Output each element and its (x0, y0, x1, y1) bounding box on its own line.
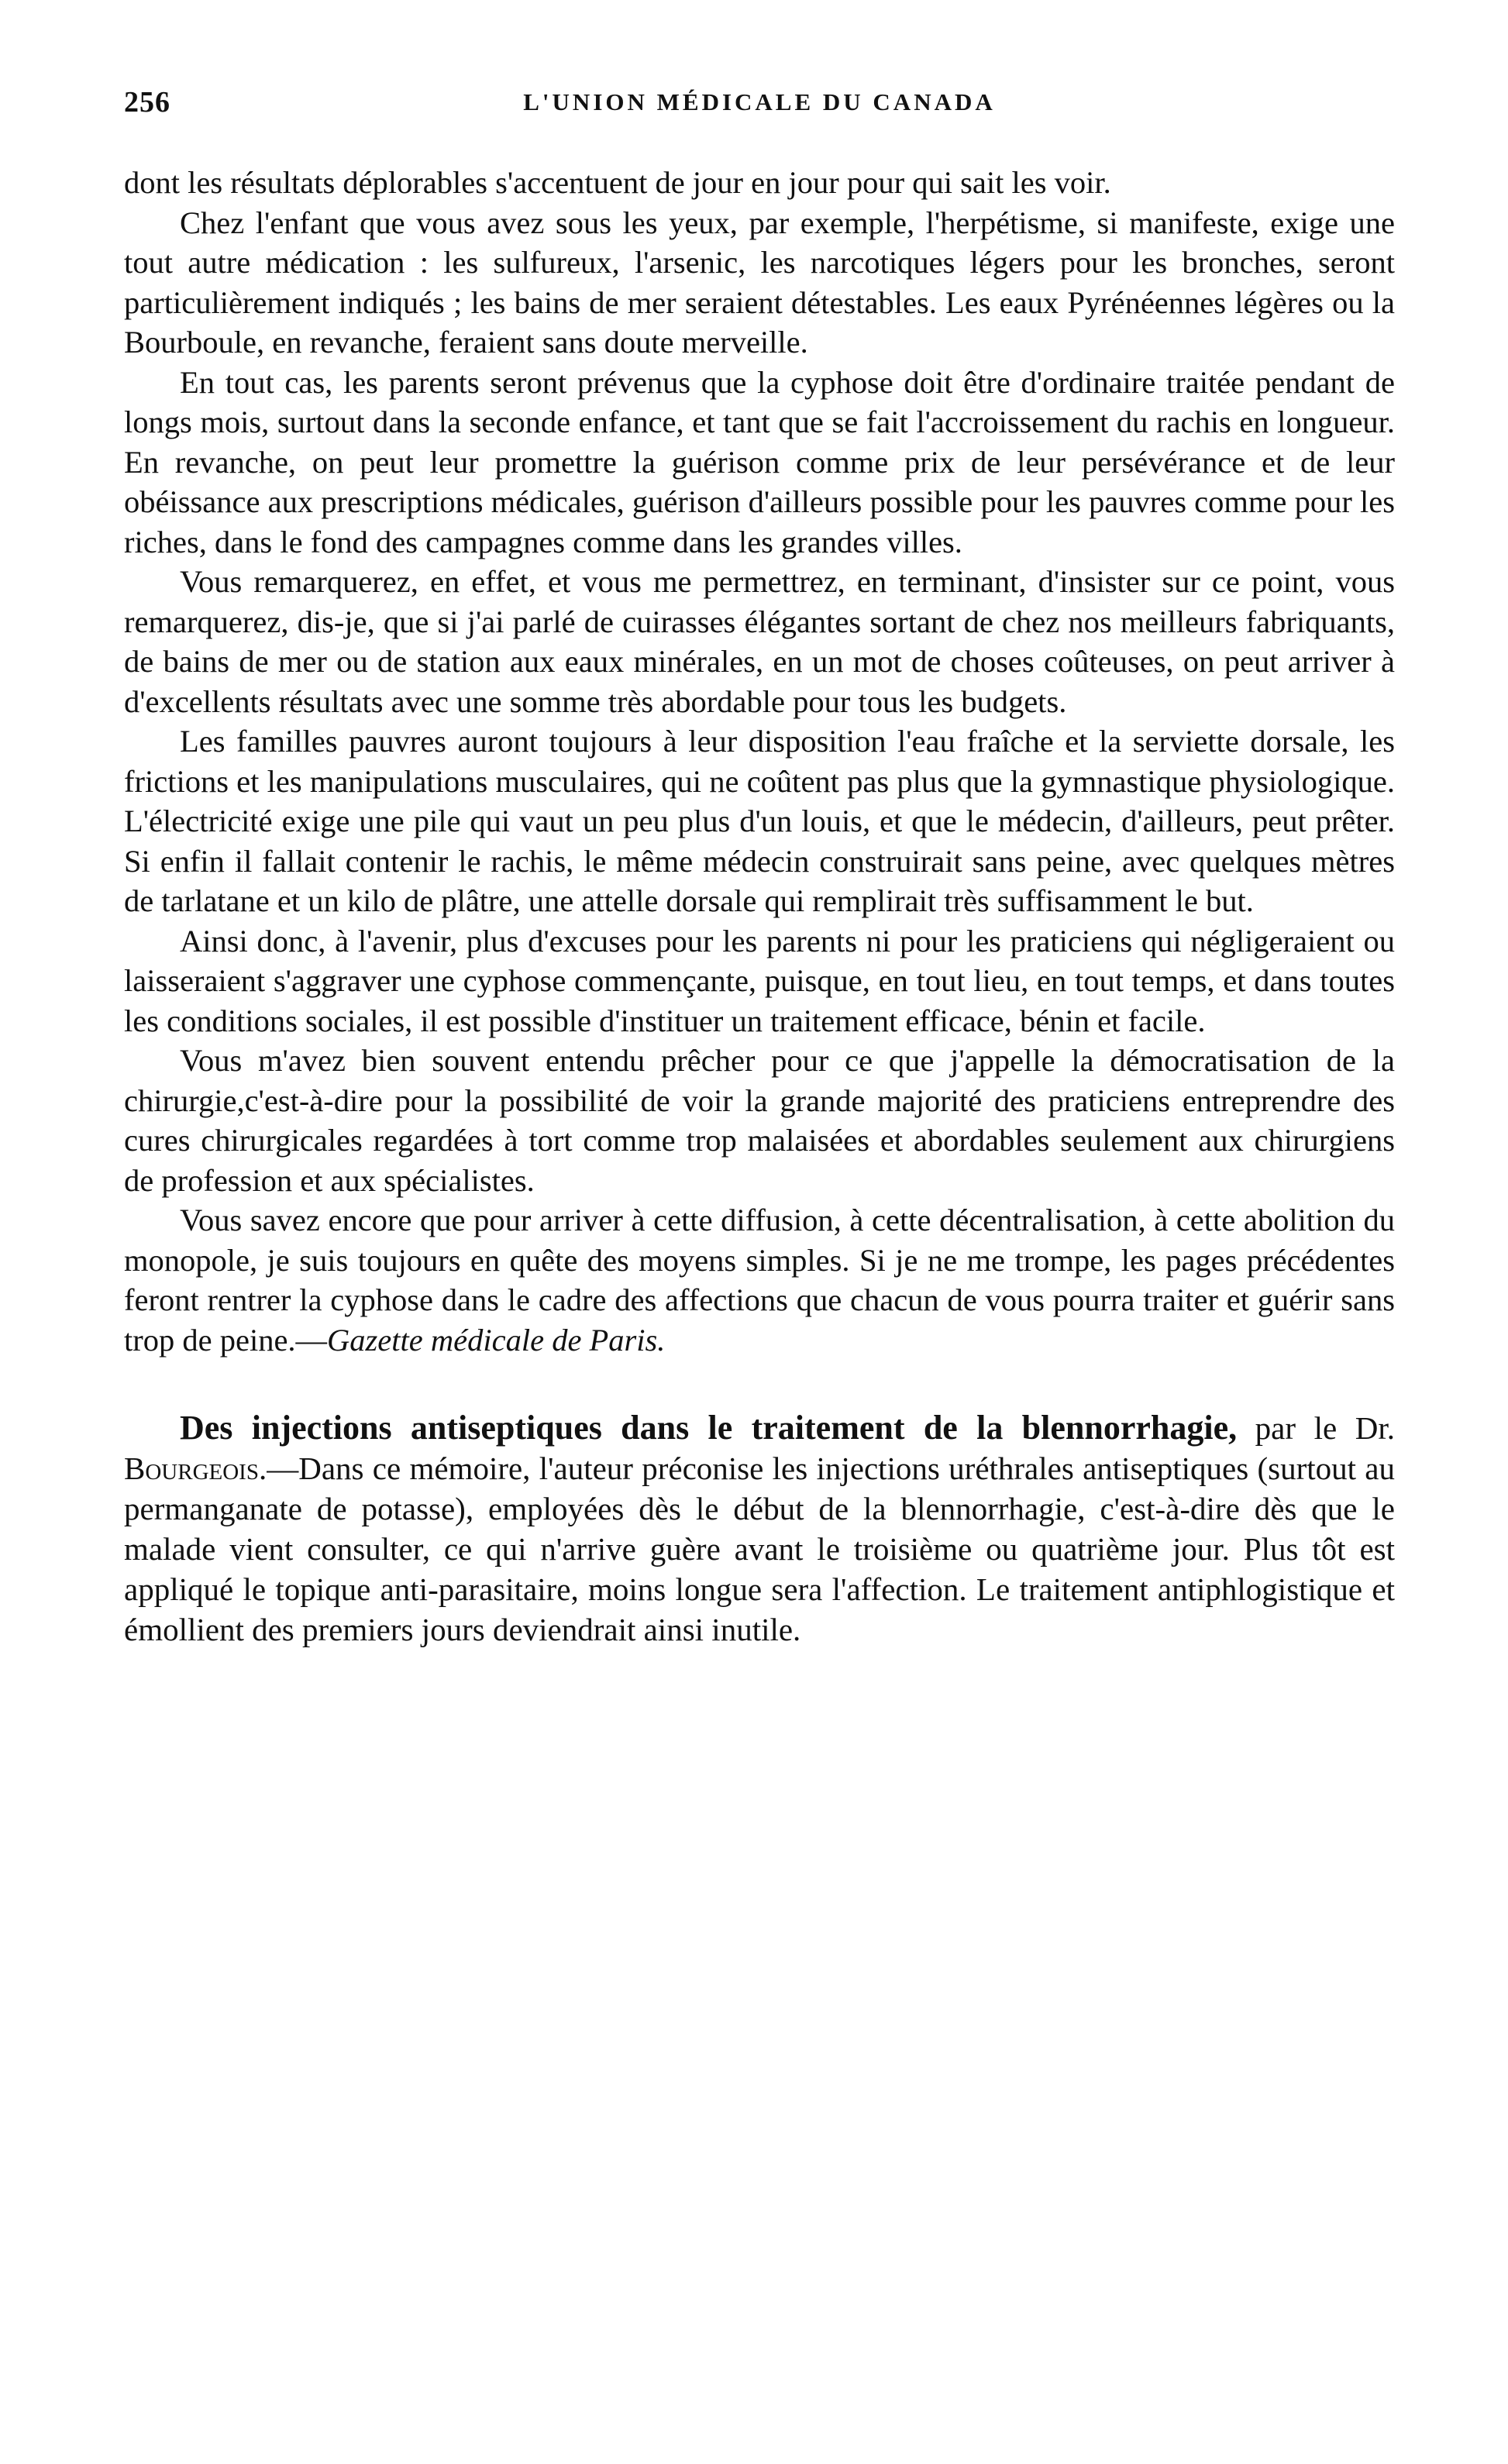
article-paragraph (124, 1408, 1395, 1650)
page-content (124, 85, 1395, 1650)
article-text: .—Dans ce mémoire, l'auteur préconise les injections uréthrales antiseptiques (surtout au permanganate de potasse), employées dès le début de la blennorrhagie, c'est-à-dire dès que le malade vient consulter, ce qui n'arrive guère avant le troisième ou quatrième jour. Plus tôt est appliqué le topique anti-parasitaire, moins longue sera l'affection. Le traitement antiphlogistique et émollient des premiers jours deviendrait ainsi inutile. (124, 1451, 1395, 1647)
article-title: Des injections antiseptiques dans le traitement de la blennorrhagie, (180, 1409, 1238, 1447)
paragraph: Les familles pauvres auront toujours à leur disposition l'eau fraîche et la serviette dorsale, les frictions et les manipulations musculaires, qui ne coûtent pas plus que la gymnastique physiologique. L'électricité exige une pile qui vaut un peu plus d'un louis, et que le médecin, d'ailleurs, peut prêter. Si enfin il fallait contenir le rachis, le même médecin construirait sans peine, avec quelques mètres de tarlatane et un kilo de plâtre, une attelle dorsale qui remplirait très suffisamment le but. (124, 724, 1395, 918)
journal-title: L'UNION MÉDICALE DU CANADA (523, 88, 996, 115)
paragraph-with-source (124, 1200, 1395, 1360)
main-text (124, 163, 1395, 1360)
article-abstract (124, 1408, 1395, 1650)
page-number: 256 (124, 86, 170, 119)
source-citation: Gazette médicale de Paris. (327, 1322, 666, 1358)
paragraph-text: Vous savez encore que pour arriver à cette diffusion, à cette décentralisation, à cette abolition du monopole, je suis toujours en quête des moyens simples. Si je ne me trompe, les pages précédentes feront rentrer la cyphose dans le cadre des affections que chacun de vous pourra traiter et guérir sans trop de peine.— (124, 1203, 1395, 1358)
paragraph: Ainsi donc, à l'avenir, plus d'excuses pour les parents ni pour les praticiens qui négligeraient ou laisseraient s'aggraver une cyphose commençante, puisque, en tout lieu, en tout temps, et dans toutes les conditions sociales, il est possible d'instituer un traitement efficace, bénin et facile. (124, 923, 1395, 1038)
author-prefix: par le Dr. (1237, 1410, 1395, 1446)
paragraph: dont les résultats déplorables s'accentuent de jour en jour pour qui sait les voir. (124, 165, 1111, 200)
paragraph: En tout cas, les parents seront prévenus que la cyphose doit être d'ordinaire traitée pendant de longs mois, surtout dans la seconde enfance, et tant que se fait l'accroissement du rachis en longueur. En revanche, on peut leur promettre la guérison comme prix de leur persévérance et de leur obéissance aux prescriptions médicales, guérison d'ailleurs possible pour les pauvres comme pour les riches, dans le fond des campagnes comme dans les grandes villes. (124, 364, 1395, 559)
paragraph: Chez l'enfant que vous avez sous les yeux, par exemple, l'herpétisme, si manifeste, exige une tout autre médication : les sulfureux, l'arsenic, les narcotiques légers pour les bronches, seront particulièrement indiqués ; les bains de mer seraient détestables. Les eaux Pyrénéennes légères ou la Bourboule, en revanche, feraient sans doute merveille. (124, 205, 1395, 360)
running-header (124, 85, 1395, 132)
paragraph: Vous remarquerez, en effet, et vous me permettrez, en terminant, d'insister sur ce point, vous remarquerez, dis-je, que si j'ai parlé de cuirasses élégantes sortant de chez nos meilleurs fabriquants, de bains de mer ou de station aux eaux minérales, en un mot de choses coûteuses, on peut arriver à d'excellents résultats avec une somme très abordable pour tous les budgets. (124, 564, 1395, 719)
article-author: Bourgeois (124, 1451, 259, 1486)
paragraph: Vous m'avez bien souvent entendu prêcher pour ce que j'appelle la démocratisation de la chirurgie,c'est-à-dire pour la possibilité de voir la grande majorité des praticiens entreprendre des cures chirurgicales regardées à tort comme trop malaisées et abordables seulement aux chirurgiens de profession et aux spécialistes. (124, 1043, 1395, 1198)
